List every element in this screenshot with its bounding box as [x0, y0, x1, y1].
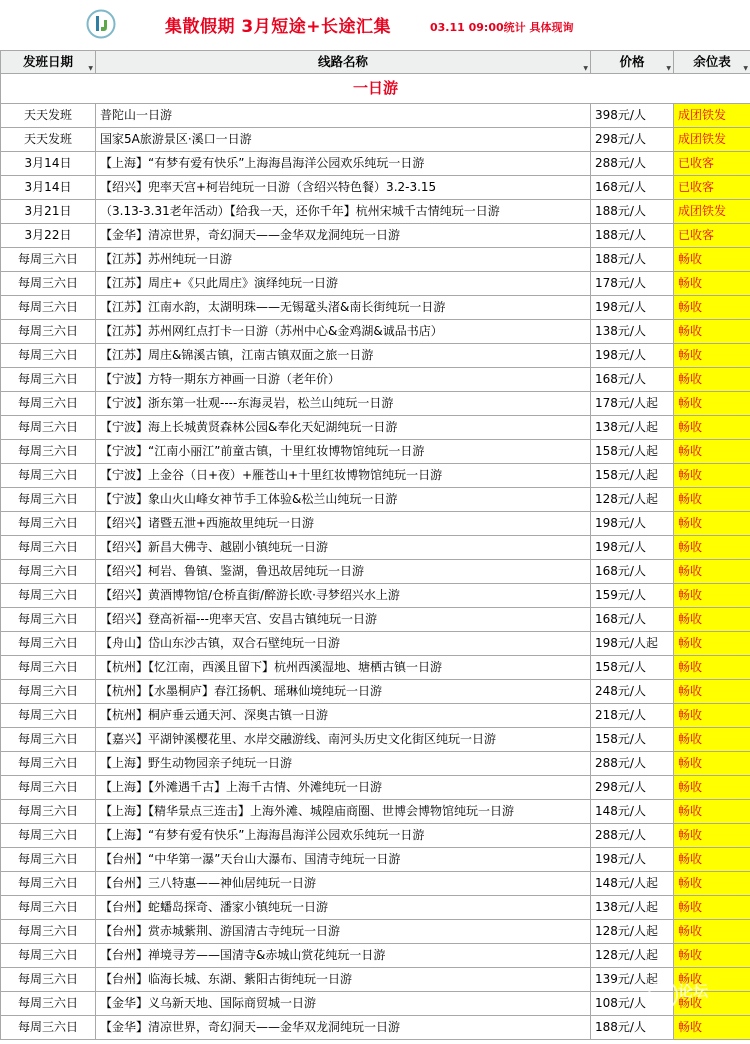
price-cell[interactable]: 188元/人 — [591, 248, 674, 272]
price-cell[interactable]: 198元/人起 — [591, 632, 674, 656]
price-cell[interactable]: 168元/人 — [591, 176, 674, 200]
table-row — [1, 104, 750, 128]
table-row — [1, 824, 750, 848]
seat-status-cell[interactable]: 畅收 — [674, 464, 750, 488]
departure-date-cell[interactable]: 每周三六日 — [1, 752, 96, 776]
route-name-cell[interactable]: 【金华】义乌新天地、国际商贸城一日游 — [96, 992, 591, 1016]
route-name-cell[interactable]: 【绍兴】登高祈福---兜率天宫、安昌古镇纯玩一日游 — [96, 608, 591, 632]
departure-date-cell[interactable]: 每周三六日 — [1, 584, 96, 608]
seat-status-cell[interactable]: 畅收 — [674, 440, 750, 464]
table-row — [1, 992, 750, 1016]
departure-date-cell[interactable]: 每周三六日 — [1, 368, 96, 392]
page-title: 集散假期 3月短途+长途汇集 — [165, 17, 391, 37]
header-row — [1, 51, 750, 74]
price-cell[interactable]: 159元/人 — [591, 584, 674, 608]
table-row — [1, 584, 750, 608]
table-row — [1, 800, 750, 824]
table-row — [1, 464, 750, 488]
price-cell[interactable]: 148元/人起 — [591, 872, 674, 896]
table-row — [1, 728, 750, 752]
departure-date-cell[interactable]: 每周三六日 — [1, 320, 96, 344]
seat-status-cell[interactable]: 畅收 — [674, 248, 750, 272]
route-name-cell[interactable]: 【台州】蛇蟠岛探奇、潘家小镇纯玩一日游 — [96, 896, 591, 920]
route-name-cell[interactable]: 【台州】临海长城、东湖、紫阳古街纯玩一日游 — [96, 968, 591, 992]
route-name-cell[interactable]: 【上海】【外滩遇千古】上海千古情、外滩纯玩一日游 — [96, 776, 591, 800]
price-cell[interactable]: 158元/人起 — [591, 440, 674, 464]
price-cell[interactable]: 108元/人 — [591, 992, 674, 1016]
company-logo-icon — [86, 9, 116, 39]
watermark — [644, 976, 740, 1036]
seat-status-cell[interactable]: 畅收 — [674, 584, 750, 608]
price-cell[interactable]: 128元/人起 — [591, 920, 674, 944]
departure-date-cell[interactable]: 每周三六日 — [1, 464, 96, 488]
seat-status-cell[interactable]: 畅收 — [674, 920, 750, 944]
title-row — [0, 0, 750, 50]
seat-status-cell[interactable]: 畅收 — [674, 512, 750, 536]
departure-date-cell[interactable]: 每周三六日 — [1, 944, 96, 968]
route-name-cell[interactable]: 【杭州】【忆江南，西溪且留下】杭州西溪湿地、塘栖古镇一日游 — [96, 656, 591, 680]
route-name-cell[interactable]: 【金华】清凉世界，奇幻洞天——金华双龙洞纯玩一日游 — [96, 1016, 591, 1040]
departure-date-cell[interactable]: 每周三六日 — [1, 272, 96, 296]
seat-status-cell[interactable]: 畅收 — [674, 344, 750, 368]
seat-status-cell[interactable]: 成团铁发 — [674, 200, 750, 224]
departure-date-cell[interactable]: 每周三六日 — [1, 536, 96, 560]
price-cell[interactable]: 188元/人 — [591, 200, 674, 224]
table-row — [1, 272, 750, 296]
price-cell[interactable]: 139元/人起 — [591, 968, 674, 992]
departure-date-cell[interactable]: 3月21日 — [1, 200, 96, 224]
route-name-cell[interactable]: 【金华】清凉世界，奇幻洞天——金华双龙洞纯玩一日游 — [96, 224, 591, 248]
seat-status-cell[interactable]: 畅收 — [674, 752, 750, 776]
route-name-cell[interactable]: 【杭州】【水墨桐庐】春江扬帆、瑶琳仙境纯玩一日游 — [96, 680, 591, 704]
departure-date-cell[interactable]: 每周三六日 — [1, 824, 96, 848]
seat-status-cell[interactable]: 畅收 — [674, 776, 750, 800]
table-row — [1, 200, 750, 224]
seat-status-cell[interactable]: 畅收 — [674, 368, 750, 392]
table-row — [1, 440, 750, 464]
table-row — [1, 968, 750, 992]
table-row — [1, 752, 750, 776]
watermark-text: 论坛 — [678, 982, 709, 1000]
forum-logo-icon — [648, 980, 678, 1010]
price-cell[interactable]: 288元/人 — [591, 824, 674, 848]
table-row — [1, 368, 750, 392]
seat-status-cell[interactable]: 畅收 — [674, 608, 750, 632]
route-name-cell[interactable]: 【宁波】方特一期东方神画一日游（老年价） — [96, 368, 591, 392]
route-name-cell[interactable]: 【上海】野生动物园亲子纯玩一日游 — [96, 752, 591, 776]
column-header-route[interactable]: 线路名称 ▼ — [96, 51, 591, 74]
table-row — [1, 560, 750, 584]
price-cell[interactable]: 198元/人 — [591, 296, 674, 320]
route-name-cell[interactable]: 【舟山】岱山东沙古镇，双合石壁纯玩一日游 — [96, 632, 591, 656]
seat-status-cell[interactable]: 畅收 — [674, 536, 750, 560]
price-cell[interactable]: 168元/人 — [591, 608, 674, 632]
departure-date-cell[interactable]: 每周三六日 — [1, 512, 96, 536]
price-cell[interactable]: 178元/人起 — [591, 392, 674, 416]
route-name-cell[interactable]: 【宁波】海上长城黄贤森林公园&奉化天妃湖纯玩一日游 — [96, 416, 591, 440]
seat-status-cell[interactable]: 已收客 — [674, 176, 750, 200]
price-cell[interactable]: 288元/人 — [591, 152, 674, 176]
departure-date-cell[interactable]: 每周三六日 — [1, 848, 96, 872]
route-name-cell[interactable]: 【绍兴】柯岩、鲁镇、鉴湖，鲁迅故居纯玩一日游 — [96, 560, 591, 584]
seat-status-cell[interactable]: 畅收 — [674, 392, 750, 416]
departure-date-cell[interactable]: 每周三六日 — [1, 440, 96, 464]
price-cell[interactable]: 288元/人 — [591, 752, 674, 776]
table-row — [1, 848, 750, 872]
price-cell[interactable]: 298元/人 — [591, 776, 674, 800]
route-name-cell[interactable]: 【宁波】“江南小丽江”前童古镇，十里红妆博物馆纯玩一日游 — [96, 440, 591, 464]
table-row — [1, 176, 750, 200]
departure-date-cell[interactable]: 3月14日 — [1, 176, 96, 200]
table-row — [1, 704, 750, 728]
departure-date-cell[interactable]: 每周三六日 — [1, 680, 96, 704]
seat-status-cell[interactable]: 畅收 — [674, 872, 750, 896]
price-cell[interactable]: 138元/人起 — [591, 896, 674, 920]
price-cell[interactable]: 148元/人 — [591, 800, 674, 824]
seat-status-cell[interactable]: 畅收 — [674, 728, 750, 752]
price-cell[interactable]: 218元/人 — [591, 704, 674, 728]
route-name-cell[interactable]: 【上海】“有梦有爱有快乐”上海海昌海洋公园欢乐纯玩一日游 — [96, 152, 591, 176]
table-row — [1, 344, 750, 368]
route-name-cell[interactable]: 【上海】“有梦有爱有快乐”上海海昌海洋公园欢乐纯玩一日游 — [96, 824, 591, 848]
seat-status-cell[interactable]: 成团铁发 — [674, 104, 750, 128]
price-cell[interactable]: 398元/人 — [591, 104, 674, 128]
route-name-cell[interactable]: 【江苏】江南水韵，太湖明珠——无锡鼋头渚&南长街纯玩一日游 — [96, 296, 591, 320]
section-title: 一日游 — [1, 74, 750, 104]
seat-status-cell[interactable]: 畅收 — [674, 296, 750, 320]
tour-table — [0, 50, 750, 1040]
route-name-cell[interactable]: 【绍兴】黄酒博物馆/仓桥直街/醉游长欧·寻梦绍兴水上游 — [96, 584, 591, 608]
price-cell[interactable]: 128元/人起 — [591, 944, 674, 968]
table-row — [1, 608, 750, 632]
seat-status-cell[interactable]: 畅收 — [674, 272, 750, 296]
route-name-cell[interactable]: 【台州】三八特惠——神仙居纯玩一日游 — [96, 872, 591, 896]
table-row — [1, 1016, 750, 1040]
table-row — [1, 776, 750, 800]
seat-status-cell[interactable]: 畅收 — [674, 632, 750, 656]
table-row — [1, 944, 750, 968]
price-cell[interactable]: 158元/人起 — [591, 464, 674, 488]
seat-status-cell[interactable]: 畅收 — [674, 320, 750, 344]
departure-date-cell[interactable]: 天天发班 — [1, 104, 96, 128]
table-row — [1, 872, 750, 896]
seat-status-cell[interactable]: 畅收 — [674, 800, 750, 824]
table-row — [1, 512, 750, 536]
column-header-date[interactable]: 发班日期 ▼ — [1, 51, 96, 74]
price-cell[interactable]: 158元/人 — [591, 656, 674, 680]
route-name-cell[interactable]: 【宁波】上金谷（日+夜）+雁苍山+十里红妆博物馆纯玩一日游 — [96, 464, 591, 488]
price-cell[interactable]: 128元/人起 — [591, 488, 674, 512]
route-name-cell[interactable]: 【嘉兴】平湖钟溪樱花里、水岸交融游线、南河头历史文化街区纯玩一日游 — [96, 728, 591, 752]
departure-date-cell[interactable]: 每周三六日 — [1, 776, 96, 800]
table-row — [1, 248, 750, 272]
filter-dropdown-icon[interactable]: ▼ — [583, 65, 588, 72]
route-name-cell[interactable]: 国家5A旅游景区·溪口一日游 — [96, 128, 591, 152]
departure-date-cell[interactable]: 每周三六日 — [1, 968, 96, 992]
departure-date-cell[interactable]: 每周三六日 — [1, 632, 96, 656]
price-cell[interactable]: 198元/人 — [591, 536, 674, 560]
seat-status-cell[interactable]: 畅收 — [674, 704, 750, 728]
route-name-cell[interactable]: 【台州】“中华第一瀑”天台山大瀑布、国清寺纯玩一日游 — [96, 848, 591, 872]
price-cell[interactable]: 248元/人 — [591, 680, 674, 704]
route-name-cell[interactable]: 【江苏】苏州网红点打卡一日游（苏州中心&金鸡湖&诚品书店） — [96, 320, 591, 344]
price-cell[interactable]: 178元/人 — [591, 272, 674, 296]
departure-date-cell[interactable]: 每周三六日 — [1, 1016, 96, 1040]
table-row — [1, 296, 750, 320]
filter-dropdown-icon[interactable]: ▼ — [88, 65, 93, 72]
departure-date-cell[interactable]: 每周三六日 — [1, 872, 96, 896]
route-name-cell[interactable]: 【绍兴】新昌大佛寺、越剧小镇纯玩一日游 — [96, 536, 591, 560]
departure-date-cell[interactable]: 每周三六日 — [1, 296, 96, 320]
route-name-cell[interactable]: 【台州】禅境寻芳——国清寺&赤城山赏花纯玩一日游 — [96, 944, 591, 968]
table-row — [1, 896, 750, 920]
departure-date-cell[interactable]: 3月14日 — [1, 152, 96, 176]
seat-status-cell[interactable]: 畅收 — [674, 992, 750, 1016]
seat-status-cell[interactable]: 畅收 — [674, 680, 750, 704]
seat-status-cell[interactable]: 已收客 — [674, 224, 750, 248]
departure-date-cell[interactable]: 每周三六日 — [1, 488, 96, 512]
seat-status-cell[interactable]: 畅收 — [674, 1016, 750, 1040]
departure-date-cell[interactable]: 每周三六日 — [1, 728, 96, 752]
departure-date-cell[interactable]: 每周三六日 — [1, 656, 96, 680]
table-row — [1, 128, 750, 152]
table-row — [1, 536, 750, 560]
seat-status-cell[interactable]: 畅收 — [674, 824, 750, 848]
table-row — [1, 392, 750, 416]
price-cell[interactable]: 188元/人 — [591, 224, 674, 248]
filter-dropdown-icon[interactable]: ▼ — [666, 65, 671, 72]
price-cell[interactable]: 198元/人 — [591, 512, 674, 536]
table-row — [1, 416, 750, 440]
departure-date-cell[interactable]: 每周三六日 — [1, 896, 96, 920]
stats-note: 03.11 09:00统计 具体现询 — [430, 21, 574, 34]
route-name-cell[interactable]: 普陀山一日游 — [96, 104, 591, 128]
departure-date-cell[interactable]: 每周三六日 — [1, 344, 96, 368]
departure-date-cell[interactable]: 每周三六日 — [1, 392, 96, 416]
departure-date-cell[interactable]: 每周三六日 — [1, 704, 96, 728]
departure-date-cell[interactable]: 3月22日 — [1, 224, 96, 248]
departure-date-cell[interactable]: 天天发班 — [1, 128, 96, 152]
route-name-cell[interactable]: 【宁波】象山火山峰女神节手工体验&松兰山纯玩一日游 — [96, 488, 591, 512]
table-row — [1, 152, 750, 176]
seat-status-cell[interactable]: 畅收 — [674, 848, 750, 872]
price-cell[interactable]: 168元/人 — [591, 560, 674, 584]
route-name-cell[interactable]: 【江苏】周庄&锦溪古镇，江南古镇双面之旅一日游 — [96, 344, 591, 368]
price-cell[interactable]: 168元/人 — [591, 368, 674, 392]
price-cell[interactable]: 138元/人起 — [591, 416, 674, 440]
section-header-row — [1, 74, 750, 104]
price-cell[interactable]: 158元/人 — [591, 728, 674, 752]
table-row — [1, 656, 750, 680]
seat-status-cell[interactable]: 已收客 — [674, 152, 750, 176]
price-cell[interactable]: 188元/人 — [591, 1016, 674, 1040]
route-name-cell[interactable]: 【杭州】桐庐垂云通天河、深奥古镇一日游 — [96, 704, 591, 728]
price-cell[interactable]: 298元/人 — [591, 128, 674, 152]
seat-status-cell[interactable]: 畅收 — [674, 896, 750, 920]
departure-date-cell[interactable]: 每周三六日 — [1, 560, 96, 584]
departure-date-cell[interactable]: 每周三六日 — [1, 416, 96, 440]
route-name-cell[interactable]: 【台州】赏赤城紫荆、游国清古寺纯玩一日游 — [96, 920, 591, 944]
seat-status-cell[interactable]: 成团铁发 — [674, 128, 750, 152]
route-name-cell[interactable]: 【绍兴】兜率天宫+柯岩纯玩一日游（含绍兴特色餐）3.2-3.15 — [96, 176, 591, 200]
departure-date-cell[interactable]: 每周三六日 — [1, 248, 96, 272]
price-cell[interactable]: 198元/人 — [591, 848, 674, 872]
departure-date-cell[interactable]: 每周三六日 — [1, 608, 96, 632]
table-row — [1, 224, 750, 248]
seat-status-cell[interactable]: 畅收 — [674, 488, 750, 512]
table-row — [1, 680, 750, 704]
price-cell[interactable]: 138元/人 — [591, 320, 674, 344]
seat-status-cell[interactable]: 畅收 — [674, 968, 750, 992]
price-cell[interactable]: 198元/人 — [591, 344, 674, 368]
route-name-cell[interactable]: 【绍兴】诸暨五泄+西施故里纯玩一日游 — [96, 512, 591, 536]
departure-date-cell[interactable]: 每周三六日 — [1, 920, 96, 944]
route-name-cell[interactable]: 【江苏】周庄+《只此周庄》演绎纯玩一日游 — [96, 272, 591, 296]
seat-status-cell[interactable]: 畅收 — [674, 416, 750, 440]
departure-date-cell[interactable]: 每周三六日 — [1, 992, 96, 1016]
filter-dropdown-icon[interactable]: ▼ — [743, 65, 748, 72]
seat-status-cell[interactable]: 畅收 — [674, 656, 750, 680]
route-name-cell[interactable]: 【江苏】苏州纯玩一日游 — [96, 248, 591, 272]
column-header-price[interactable]: 价格 ▼ — [591, 51, 674, 74]
route-name-cell[interactable]: 【上海】【精华景点三连击】上海外滩、城隍庙商圈、世博会博物馆纯玩一日游 — [96, 800, 591, 824]
table-row — [1, 920, 750, 944]
table-row — [1, 488, 750, 512]
table-row — [1, 320, 750, 344]
table-row — [1, 632, 750, 656]
route-name-cell[interactable]: （3.13-3.31老年活动）【给我一天，还你千年】杭州宋城千古情纯玩一日游 — [96, 200, 591, 224]
seat-status-cell[interactable]: 畅收 — [674, 560, 750, 584]
route-name-cell[interactable]: 【宁波】浙东第一壮观----东海灵岩，松兰山纯玩一日游 — [96, 392, 591, 416]
column-header-seats[interactable]: 余位表 ▼ — [674, 51, 750, 74]
departure-date-cell[interactable]: 每周三六日 — [1, 800, 96, 824]
seat-status-cell[interactable]: 畅收 — [674, 944, 750, 968]
